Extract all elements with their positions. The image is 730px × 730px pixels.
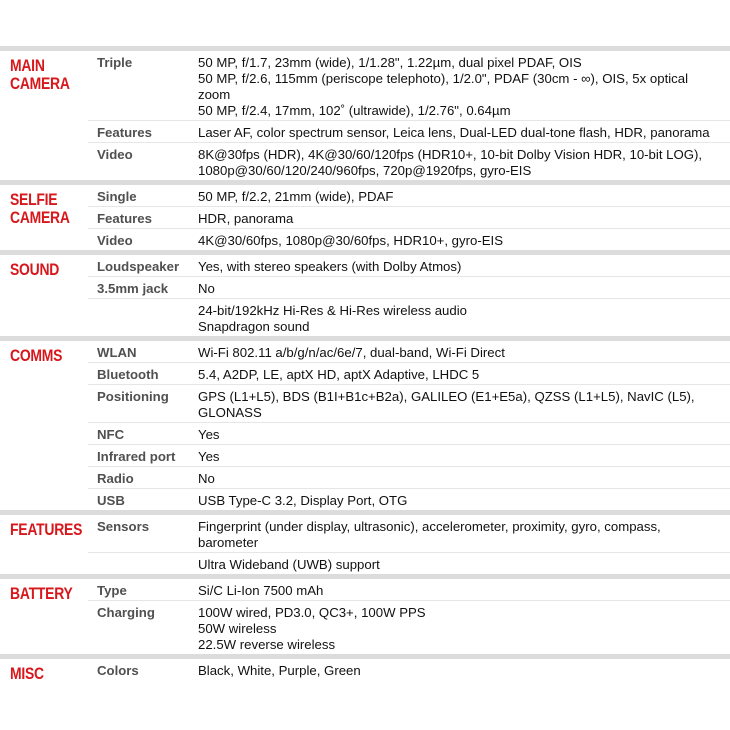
spec-row xyxy=(88,142,730,180)
section-rows xyxy=(88,51,730,180)
spec-label: Features xyxy=(97,211,152,226)
spec-row xyxy=(88,552,730,574)
spec-label: Single xyxy=(97,189,137,204)
spec-value: Fingerprint (under display, ultrasonic), accelerometer, proximity, gyro, compass, barometer xyxy=(198,519,661,550)
spec-label: Charging xyxy=(97,605,155,620)
spec-label: Positioning xyxy=(97,389,169,404)
spec-value: 24-bit/192kHz Hi-Res & Hi-Res wireless audio Snapdragon sound xyxy=(198,303,467,334)
spec-row xyxy=(88,515,730,552)
spec-row xyxy=(88,488,730,510)
section-title-text: COMMS xyxy=(10,346,63,365)
spec-row xyxy=(88,466,730,488)
spec-value: No xyxy=(198,281,215,296)
spec-section-features xyxy=(0,510,730,574)
spec-value: Wi-Fi 802.11 a/b/g/n/ac/6e/7, dual-band, Wi-Fi Direct xyxy=(198,345,505,360)
section-title xyxy=(0,341,88,510)
section-rows xyxy=(88,659,730,683)
section-title-text: SOUND xyxy=(10,260,60,279)
spec-row xyxy=(88,51,730,120)
spec-row xyxy=(88,384,730,422)
spec-row xyxy=(88,120,730,142)
section-title-text: SELFIE CAMERA xyxy=(10,190,70,227)
spec-row xyxy=(88,659,730,680)
spec-value: Si/C Li-Ion 7500 mAh xyxy=(198,583,324,598)
spec-section-selfie-camera xyxy=(0,180,730,250)
section-title xyxy=(0,185,88,250)
spec-value: 4K@30/60fps, 1080p@30/60fps, HDR10+, gyro-EIS xyxy=(198,233,503,248)
spec-label: 3.5mm jack xyxy=(97,281,169,296)
spec-value: HDR, panorama xyxy=(198,211,294,226)
spec-label: Infrared port xyxy=(97,449,176,464)
spec-value: 50 MP, f/2.2, 21mm (wide), PDAF xyxy=(198,189,394,204)
section-title xyxy=(0,255,88,336)
section-rows xyxy=(88,341,730,510)
spec-section-battery xyxy=(0,574,730,654)
section-title xyxy=(0,579,88,654)
spec-label: Video xyxy=(97,147,133,162)
spec-row xyxy=(88,600,730,654)
spec-label xyxy=(88,299,198,336)
spec-label: Radio xyxy=(97,471,134,486)
spec-value: Yes, with stereo speakers (with Dolby Atmos) xyxy=(198,259,462,274)
spec-value: Yes xyxy=(198,427,220,442)
spec-row xyxy=(88,341,730,362)
spec-value: 5.4, A2DP, LE, aptX HD, aptX Adaptive, LHDC 5 xyxy=(198,367,480,382)
spec-value: Black, White, Purple, Green xyxy=(198,663,361,678)
spec-value: USB Type-C 3.2, Display Port, OTG xyxy=(198,493,408,508)
spec-row xyxy=(88,422,730,444)
spec-row xyxy=(88,579,730,600)
spec-row xyxy=(88,228,730,250)
spec-section-sound xyxy=(0,250,730,336)
spec-row xyxy=(88,362,730,384)
spec-section-comms xyxy=(0,336,730,510)
spec-label: Video xyxy=(97,233,133,248)
spec-label: Features xyxy=(97,125,152,140)
spec-value: 50 MP, f/1.7, 23mm (wide), 1/1.28", 1.22µm, dual pixel PDAF, OIS 50 MP, f/2.6, 115mm (periscope telephoto), 1/2.0", PDAF (30cm - ∞), OIS, 5x optical zoom 50 MP, f/2.4, 17mm, 102˚ (ultrawide), 1/2.76", 0.64µm xyxy=(198,55,689,118)
section-title-text: MAIN CAMERA xyxy=(10,56,70,93)
spec-label: WLAN xyxy=(97,345,137,360)
section-title xyxy=(0,51,88,180)
spec-label: Colors xyxy=(97,663,139,678)
spec-row xyxy=(88,255,730,276)
section-title xyxy=(0,659,88,683)
section-title-text: FEATURES xyxy=(10,520,83,539)
spec-label: Sensors xyxy=(97,519,150,534)
spec-label: Loudspeaker xyxy=(97,259,180,274)
section-rows xyxy=(88,255,730,336)
spec-table xyxy=(0,46,730,683)
spec-row xyxy=(88,185,730,206)
section-rows xyxy=(88,185,730,250)
spec-label: Bluetooth xyxy=(97,367,159,382)
section-title-text: MISC xyxy=(10,664,44,683)
spec-value: 8K@30fps (HDR), 4K@30/60/120fps (HDR10+, 10-bit Dolby Vision HDR, 10-bit LOG), 1080p@30/60/120/240/960fps, 720p@1920fps, gyro-EIS xyxy=(198,147,703,178)
spec-label xyxy=(88,553,198,574)
section-rows xyxy=(88,579,730,654)
spec-section-misc xyxy=(0,654,730,683)
spec-row xyxy=(88,298,730,336)
spec-section-main-camera xyxy=(0,46,730,180)
spec-value: No xyxy=(198,471,215,486)
spec-value: Yes xyxy=(198,449,220,464)
section-rows xyxy=(88,515,730,574)
spec-value: Laser AF, color spectrum sensor, Leica lens, Dual-LED dual-tone flash, HDR, panorama xyxy=(198,125,710,140)
section-title xyxy=(0,515,88,574)
spec-value: GPS (L1+L5), BDS (B1I+B1c+B2a), GALILEO (E1+E5a), QZSS (L1+L5), NavIC (L5), GLONASS xyxy=(198,389,695,420)
spec-row xyxy=(88,206,730,228)
spec-row xyxy=(88,276,730,298)
spec-label: Triple xyxy=(97,55,133,70)
spec-row xyxy=(88,444,730,466)
spec-value: Ultra Wideband (UWB) support xyxy=(198,557,380,572)
spec-label: Type xyxy=(97,583,127,598)
spec-label: NFC xyxy=(97,427,125,442)
spec-label: USB xyxy=(97,493,125,508)
section-title-text: BATTERY xyxy=(10,584,73,603)
spec-value: 100W wired, PD3.0, QC3+, 100W PPS 50W wireless 22.5W reverse wireless xyxy=(198,605,426,652)
